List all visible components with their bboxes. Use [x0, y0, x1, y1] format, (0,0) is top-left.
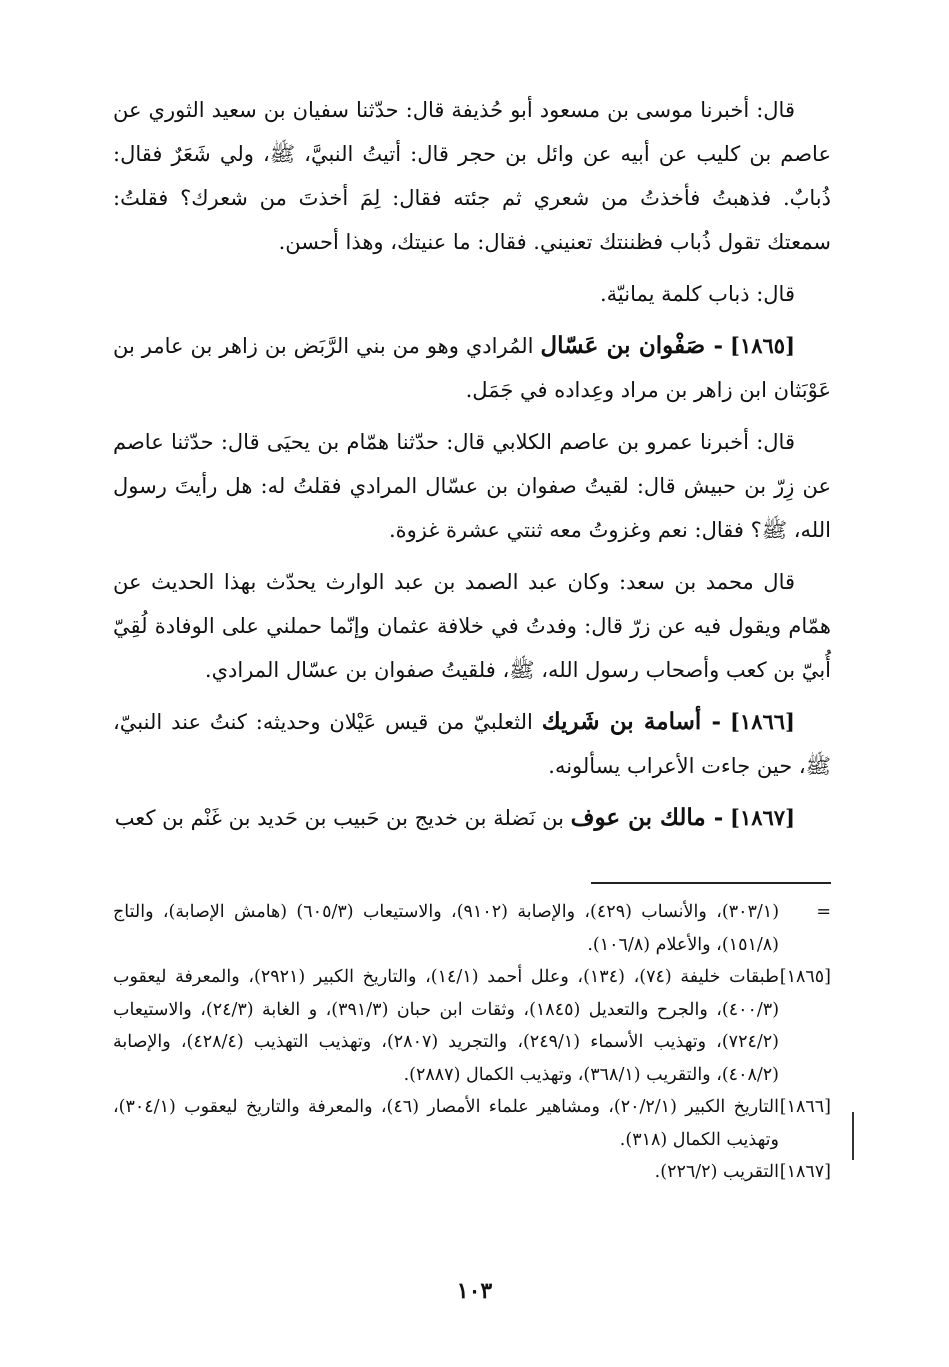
footnote-text: طبقات خليفة (٧٤)، (١٣٤)، وعلل أحمد (١٤/١)، والتاريخ الكبير (٢٩٢١)، والمعرفة ليعقوب (٤٠٠/٣)، والجرح والتعديل (١٨٤٥)، وثقات ابن حبان (٣٩١/٣)، و الغابة (٢٤/٣)، والاستيعاب (٧٢٤/٢)، وتهذيب الأسماء (٢٤٩/١)، والتجريد (٢٨٠٧)، وتهذيب التهذيب (٤٢٨/٤)، والإصابة (٤٠٨/٢)، والتقريب (٣٦٨/١)، وتهذيب الكمال (٢٨٨٧). [113, 967, 780, 1085]
paragraph-text: قال: ذباب كلمة يمانيّة. [599, 282, 795, 306]
paragraph-text: المُرادي وهو من بني الرَّبَض بن زاهر بن عامر بن عَوْبَثان ابن زاهر بن مراد وعِداده في جَمَل. [113, 334, 831, 402]
footnote [113, 1091, 831, 1156]
entry-name: - صَفْوان بن عَسّال [540, 332, 724, 359]
paragraph [113, 560, 831, 692]
entry-number: [١٨٦٧] [730, 805, 795, 830]
paragraph-text: قال محمد بن سعد: وكان عبد الصمد بن عبد الوارث يحدّث بهذا الحديث عن همّام ويقول فيه عن زرّ قال: وفدتُ في خلافة عثمان وإنّما حملني على الوفادة لُقِيّ أُبيّ بن كعب وأصحاب رسول الله، ﷺ، فلقيتُ صفوان بن عسّال المرادي. [113, 570, 831, 682]
footnote-label: [١٨٦٥] [779, 967, 831, 987]
entry-number: [١٨٦٥] [730, 333, 796, 358]
entry-name: - مالك بن عوف [570, 804, 724, 831]
biography-entry-1865 [113, 324, 831, 412]
paragraph-text: الثعلبيّ من قيس عَيْلان وحديثه: كنتُ عند النبيّ، ﷺ، حين جاءت الأعراب يسألونه. [113, 710, 831, 778]
paragraph [113, 88, 831, 264]
footnote-text: التاريخ الكبير (٢٠/٢/١)، ومشاهير علماء الأمصار (٤٦)، والمعرفة والتاريخ ليعقوب (٣٠٤/١)، وتهذيب الكمال (٣١٨). [113, 1097, 779, 1150]
footnote-label: [١٨٦٦] [779, 1097, 831, 1117]
paragraph-text: قال: أخبرنا موسى بن مسعود أبو حُذيفة قال: حدّثنا سفيان بن سعيد الثوري عن عاصم بن كليب عن أبيه عن وائل بن حجر قال: أتيتُ النبيَّ، ﷺ، ولي شَعَرٌ فقال: ذُبابٌ. فذهبتُ فأخذتُ من شعري ثم جئته فقال: لِمَ أخذتَ من شعرك؟ فقلتُ: سمعتك تقول ذُباب فظننتك تعنيني. فقال: ما عنيتك، وهذا أحسن. [113, 98, 831, 254]
footnote-text: التقريب (٢٢٦/٢). [654, 1162, 779, 1182]
footnote-label: [١٨٦٧] [779, 1162, 831, 1182]
footnote-label: = [816, 902, 832, 922]
footnote [113, 1156, 831, 1189]
footnotes [113, 896, 831, 1189]
biography-entry-1867 [113, 796, 831, 840]
entry-name: - أسامة بن شَريك [541, 708, 722, 735]
main-text [113, 88, 831, 848]
footnote-text: (٣٠٣/١)، والأنساب (٤٢٩)، والإصابة (٩١٠٢)، والاستيعاب (٦٠٥/٣) (هامش الإصابة)، والتاج (١٥١/٨)، والأعلام (١٠٦/٨). [113, 902, 780, 955]
page-number: ١٠٣ [456, 1278, 493, 1304]
paragraph [113, 272, 831, 316]
margin-mark [852, 1112, 854, 1160]
footnote-divider [591, 882, 831, 884]
footnote [113, 961, 831, 1091]
paragraph-text: بن نَضلة بن خديج بن حَبيب بن حَديد بن غَنْم بن كعب [114, 806, 564, 830]
entry-number: [١٨٦٦] [729, 709, 795, 734]
paragraph-text: قال: أخبرنا عمرو بن عاصم الكلابي قال: حدّثنا همّام بن يحيَى قال: حدّثنا عاصم عن زِرّ بن حبيش قال: لقيتُ صفوان بن عسّال المرادي فقلتُ له: هل رأيتَ رسول الله، ﷺ؟ فقال: نعم وغزوتُ معه ثنتي عشرة غزوة. [113, 430, 831, 542]
footnote [113, 896, 831, 961]
biography-entry-1866 [113, 700, 831, 788]
paragraph [113, 420, 831, 552]
